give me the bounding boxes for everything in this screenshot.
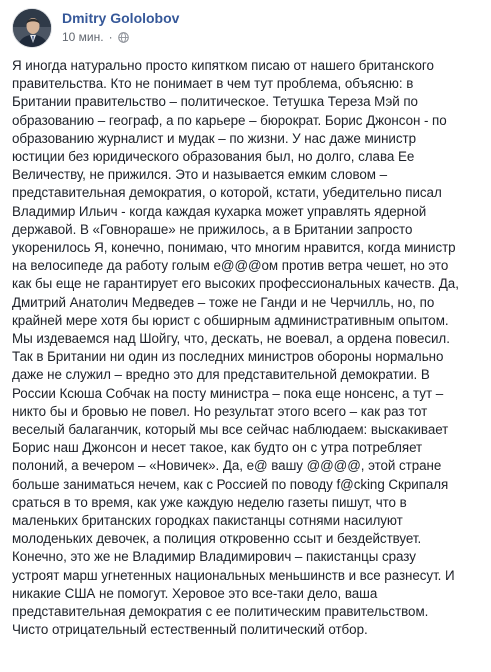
post-header	[12, 6, 482, 50]
post-meta	[62, 30, 129, 44]
globe-icon[interactable]	[118, 32, 129, 43]
timestamp-link[interactable]: 10 мин.	[62, 30, 104, 44]
meta-separator: ·	[108, 30, 113, 44]
author-name-link[interactable]: Dmitry Gololobov	[62, 10, 180, 26]
post-text: Я иногда натурально просто кипятком писаю от нашего британского правительства. Кто не понимает в чем тут проблема, объясню: в Британии правительство – политическое. Тетушка Тереза Мэй по образованию – географ, а по карьере – бюрократ. Борис Джонсон - по образованию журналист и мудак – по жизни. У нас даже министр юстиции без юридического образования был, но долго, слава Ее Величеству, не прижился. Это и называется емким словом – представительная демократия, о которой, кстати, убедительно писал Владимир Ильич - когда каждая кухарка может управлять ядерной державой. В «Говнораше» не прижилось, а в Британии запросто укоренилось Я, конечно, понимаю, что многим нравится, когда министр на велосипеде да работу голым е@@@ом против ветра чешет, но это как бы еще не гарантирует его высоких профессиональных качеств. Да, Дмитрий Анатолич Медведев – тоже не Ганди и не Черчилль, но, по крайней мере хотя бы юрист с обширным административным опытом. Мы издеваемся над Шойгу, что, дескать, не воевал, а ордена повесил. Так в Британии ни один из последних министров обороны нормально даже не служил – вредно это для представительной демократии. В России Ксюша Собчак на посту министра – пока еще нонсенс, а тут – никто бы и бровью не повел. Но результат этого всего – как раз тот веселый балаганчик, который мы все сейчас наблюдаем: выскакивает Борис наш Джонсон и несет такое, как будто он с утра потребляет полоний, а вечером – «Новичек». Да, е@ вашу @@@@, этой стране больше заниматься нечем, как с Россией по поводу f@cking Скрипаля сраться в то время, как уже каждую неделю газеты пишут, что в маленьких британских городках пакистанцы сотнями насилуют молоденьких девочек, а полиция откровенно ссыт и бездействует. Конечно, это же не Владимир Владимирович – пакистанцы сразу устроят марш угнетенных национальных меньшинств и все разнесут. И никакие США не помогут. Херовое это все-таки дело, ваша представительная демократия с ее политическим правительством. Чисто отрицательный естественный политический отбор.	[12, 58, 459, 638]
avatar[interactable]	[12, 8, 52, 48]
profile-photo-icon	[13, 9, 52, 48]
